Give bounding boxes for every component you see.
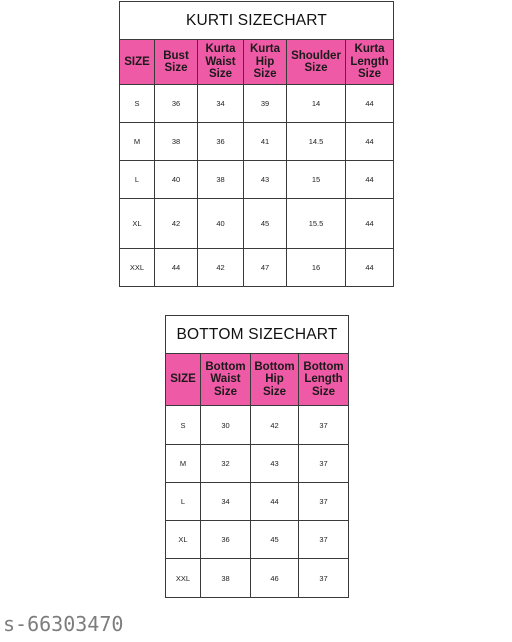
- kurti-col-header-line: Waist: [205, 55, 236, 68]
- table-row: [166, 521, 349, 559]
- kurti-header-row: [120, 40, 394, 85]
- measurement-cell: 30: [201, 406, 251, 445]
- measurement-cell: 46: [251, 559, 299, 598]
- measurement-cell: 37: [299, 406, 349, 445]
- measurement-cell: 44: [346, 249, 394, 287]
- size-label-cell: L: [120, 161, 155, 199]
- kurti-col-header-line: Shoulder: [291, 49, 341, 62]
- size-label-cell: XXL: [166, 559, 201, 598]
- kurti-sizechart-table: [119, 1, 394, 287]
- table-row: [120, 85, 394, 123]
- measurement-cell: 37: [299, 521, 349, 559]
- measurement-cell: 37: [299, 445, 349, 483]
- kurti-col-header: [287, 40, 346, 85]
- kurti-col-header-line: Bust: [163, 49, 189, 62]
- kurti-col-header: [120, 40, 155, 85]
- kurti-col-header-line: SIZE: [124, 55, 150, 68]
- measurement-cell: 44: [251, 483, 299, 521]
- measurement-cell: 14.5: [287, 123, 346, 161]
- table-row: [120, 161, 394, 199]
- measurement-cell: 32: [201, 445, 251, 483]
- bottom-col-header-line: Size: [262, 385, 286, 398]
- kurti-col-header: [155, 40, 198, 85]
- measurement-cell: 41: [244, 123, 287, 161]
- size-label-cell: XXL: [120, 249, 155, 287]
- bottom-col-header-line: Bottom: [303, 360, 344, 373]
- measurement-cell: 38: [201, 559, 251, 598]
- measurement-cell: 45: [244, 199, 287, 249]
- measurement-cell: 43: [251, 445, 299, 483]
- kurti-col-header-line: Hip: [255, 55, 275, 68]
- table-row: [166, 483, 349, 521]
- measurement-cell: 15.5: [287, 199, 346, 249]
- measurement-cell: 36: [198, 123, 244, 161]
- bottom-col-header-line: Hip: [265, 373, 284, 386]
- kurti-body: [120, 85, 394, 287]
- bottom-col-header: [166, 354, 201, 406]
- table-row: [120, 199, 394, 249]
- measurement-cell: 44: [346, 123, 394, 161]
- kurti-col-header-line: Size: [253, 68, 277, 81]
- table-row: [166, 445, 349, 483]
- size-label-cell: S: [120, 85, 155, 123]
- measurement-cell: 38: [198, 161, 244, 199]
- table-row: [166, 559, 349, 598]
- bottom-col-header-line: Bottom: [254, 360, 295, 373]
- bottom-col-header-line: Size: [213, 385, 237, 398]
- measurement-cell: 34: [201, 483, 251, 521]
- measurement-cell: 36: [201, 521, 251, 559]
- bottom-body: [166, 406, 349, 598]
- measurement-cell: 38: [155, 123, 198, 161]
- kurti-col-header-line: Size: [208, 68, 232, 81]
- measurement-cell: 44: [346, 85, 394, 123]
- bottom-header-row: [166, 354, 349, 406]
- bottom-col-header: [201, 354, 251, 406]
- measurement-cell: 45: [251, 521, 299, 559]
- measurement-cell: 44: [346, 199, 394, 249]
- table-row: [120, 123, 394, 161]
- measurement-cell: 16: [287, 249, 346, 287]
- kurti-col-header-line: Size: [358, 68, 382, 81]
- measurement-cell: 44: [155, 249, 198, 287]
- measurement-cell: 42: [198, 249, 244, 287]
- kurti-col-header: [346, 40, 394, 85]
- bottom-col-header-line: Size: [312, 385, 336, 398]
- measurement-cell: 43: [244, 161, 287, 199]
- measurement-cell: 34: [198, 85, 244, 123]
- size-label-cell: XL: [120, 199, 155, 249]
- measurement-cell: 44: [346, 161, 394, 199]
- watermark-id: s-66303470: [3, 612, 124, 636]
- kurti-col-header: [198, 40, 244, 85]
- bottom-col-header: [299, 354, 349, 406]
- kurti-chart-title: KURTI SIZECHART: [120, 2, 394, 40]
- kurti-col-header-line: Kurta: [249, 43, 281, 56]
- bottom-col-header-line: Bottom: [205, 360, 246, 373]
- bottom-chart-title: BOTTOM SIZECHART: [166, 316, 349, 354]
- measurement-cell: 14: [287, 85, 346, 123]
- measurement-cell: 42: [155, 199, 198, 249]
- size-label-cell: M: [166, 445, 201, 483]
- measurement-cell: 42: [251, 406, 299, 445]
- size-label-cell: S: [166, 406, 201, 445]
- measurement-cell: 39: [244, 85, 287, 123]
- kurti-col-header: [244, 40, 287, 85]
- kurti-col-header-line: Length: [350, 55, 389, 68]
- bottom-sizechart-table: [165, 315, 349, 598]
- measurement-cell: 47: [244, 249, 287, 287]
- measurement-cell: 40: [155, 161, 198, 199]
- kurti-col-header-line: Size: [164, 62, 188, 74]
- table-row: [120, 249, 394, 287]
- measurement-cell: 36: [155, 85, 198, 123]
- measurement-cell: 40: [198, 199, 244, 249]
- bottom-col-header-line: Waist: [210, 373, 241, 386]
- bottom-col-header-line: SIZE: [170, 373, 196, 386]
- size-label-cell: M: [120, 123, 155, 161]
- kurti-col-header-line: Kurta: [354, 43, 385, 56]
- size-label-cell: L: [166, 483, 201, 521]
- measurement-cell: 37: [299, 559, 349, 598]
- bottom-col-header: [251, 354, 299, 406]
- size-label-cell: XL: [166, 521, 201, 559]
- table-row: [166, 406, 349, 445]
- kurti-col-header-line: Size: [304, 62, 328, 74]
- kurti-col-header-line: Kurta: [205, 43, 236, 56]
- measurement-cell: 15: [287, 161, 346, 199]
- bottom-col-header-line: Length: [304, 373, 343, 386]
- measurement-cell: 37: [299, 483, 349, 521]
